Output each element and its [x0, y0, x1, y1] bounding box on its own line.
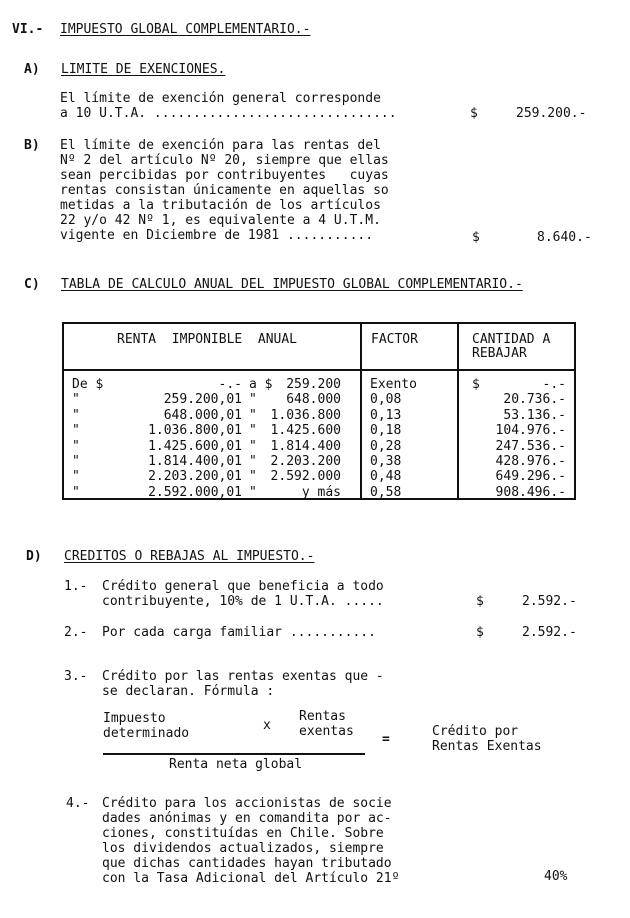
header-cantidad-1: CANTIDAD A — [472, 332, 551, 347]
b-amount: 8.640.- — [537, 230, 592, 245]
row-to: 2.592.000 — [270, 469, 341, 485]
row-prefix: De $ — [72, 377, 104, 392]
d-item-4-line: Crédito para los accionistas de socie — [102, 796, 392, 811]
row-to: 1.814.400 — [270, 438, 341, 454]
b-line: sean percibidas por contribuyentes cuyas — [60, 168, 389, 183]
row-to: 259.200 — [286, 377, 341, 392]
d-item-1-number: 1.- — [64, 579, 88, 594]
formula-num-left-1: Impuesto — [103, 711, 166, 726]
row-from: 2.203.200,01 — [148, 469, 242, 485]
b-line: rentas consistan únicamente en aquellas so — [60, 183, 389, 198]
row-cantidad: 649.296.- — [495, 469, 566, 485]
row-prefix: " — [72, 484, 80, 500]
row-prefix: " — [72, 454, 80, 469]
row-cantidad: 53.136.- — [503, 407, 566, 423]
row-prefix: " — [72, 469, 80, 485]
row-cantidad: 20.736.- — [503, 392, 566, 408]
table-row — [64, 408, 574, 423]
c-title: TABLA DE CALCULO ANUAL DEL IMPUESTO GLOBAL COMPLEMENTARIO.- — [61, 277, 523, 292]
formula-equals: = — [382, 732, 390, 747]
d-item-2-amount: 2.592.- — [522, 625, 577, 640]
section-title: IMPUESTO GLOBAL COMPLEMENTARIO.- — [60, 22, 311, 37]
d-item-2-currency: $ — [476, 625, 484, 640]
d-label: D) — [26, 549, 42, 564]
a-currency: $ — [470, 106, 478, 121]
formula-result-1: Crédito por — [432, 724, 519, 739]
row-currency: $ — [472, 377, 480, 392]
d-item-4-line: ciones, constituídas en Chile. Sobre — [102, 826, 384, 841]
d-item-4-line: los dividendos actualizados, siempre — [102, 841, 384, 856]
formula-num-right-2: exentas — [299, 724, 354, 739]
row-a-mark: " — [249, 407, 257, 423]
b-line: El límite de exención para las rentas del — [60, 138, 381, 153]
d-item-3-line: se declaran. Fórmula : — [102, 684, 275, 699]
row-factor: 0,08 — [370, 392, 402, 408]
d-item-1-amount: 2.592.- — [522, 594, 577, 609]
d-item-1-line: Crédito general que beneficia a todo — [102, 579, 384, 594]
row-a-mark: a $ — [249, 377, 273, 392]
d-item-4-line: dades anónimas y en comandita por ac- — [102, 811, 392, 826]
table-row — [64, 439, 574, 454]
table-row — [64, 377, 574, 392]
d-item-1-currency: $ — [476, 594, 484, 609]
a-label: A) — [24, 62, 40, 77]
row-a-mark: " — [249, 484, 257, 500]
section-number: VI.- — [12, 22, 44, 37]
row-prefix: " — [72, 392, 80, 408]
a-line-2: a 10 U.T.A. ............................... — [60, 106, 397, 121]
formula-times: x — [263, 718, 271, 733]
table-row — [64, 454, 574, 469]
formula-num-left-2: determinado — [103, 726, 190, 741]
row-from: -.- — [218, 377, 242, 392]
d-item-2-number: 2.- — [64, 625, 88, 640]
row-from: 2.592.000,01 — [148, 484, 242, 500]
b-line: vigente en Diciembre de 1981 ........... — [60, 228, 374, 243]
row-from: 259.200,01 — [163, 392, 242, 408]
header-cantidad-2: REBAJAR — [472, 346, 527, 361]
formula-result-2: Rentas Exentas — [432, 739, 542, 754]
d-title: CREDITOS O REBAJAS AL IMPUESTO.- — [64, 549, 315, 564]
header-factor: FACTOR — [371, 332, 418, 347]
row-to: 2.203.200 — [270, 454, 341, 469]
row-factor: 0,13 — [370, 407, 402, 423]
row-factor: 0,18 — [370, 423, 402, 439]
d-item-3-number: 3.- — [64, 669, 88, 684]
table-row — [64, 485, 574, 500]
row-cantidad: 104.976.- — [495, 423, 566, 439]
row-prefix: " — [72, 423, 80, 439]
table-row — [64, 423, 574, 438]
fraction-line — [103, 753, 365, 755]
table-row — [64, 469, 574, 484]
row-from: 1.425.600,01 — [148, 438, 242, 454]
row-factor: 0,58 — [370, 484, 402, 500]
b-line: metidas a la tributación de los artículos — [60, 198, 381, 213]
d-item-4-line: que dichas cantidades hayan tributado — [102, 856, 392, 871]
formula-denominator: Renta neta global — [169, 757, 303, 772]
b-line: 22 y/o 42 Nº 1, es equivalente a 4 U.T.M. — [60, 213, 381, 228]
a-line-1: El límite de exención general corresponde — [60, 91, 381, 106]
d-item-4-number: 4.- — [66, 796, 90, 811]
row-factor: 0,38 — [370, 454, 402, 469]
d-item-2-line: Por cada carga familiar ........... — [102, 625, 376, 640]
row-cantidad: 908.496.- — [495, 484, 566, 500]
b-line: Nº 2 del artículo Nº 20, siempre que ellas — [60, 153, 389, 168]
row-to: y más — [301, 484, 341, 500]
header-renta: RENTA IMPONIBLE ANUAL — [117, 332, 298, 347]
row-a-mark: " — [249, 423, 257, 439]
row-a-mark: " — [249, 469, 257, 485]
d-item-1-line: contribuyente, 10% de 1 U.T.A. ..... — [102, 594, 384, 609]
row-a-mark: " — [249, 454, 257, 469]
a-amount: 259.200.- — [516, 106, 587, 121]
row-to: 1.425.600 — [270, 423, 341, 439]
d-item-4-amount: 40% — [544, 869, 568, 884]
row-a-mark: " — [249, 392, 257, 408]
row-to: 1.036.800 — [270, 407, 341, 423]
row-cantidad: 247.536.- — [495, 438, 566, 454]
row-from: 1.036.800,01 — [148, 423, 242, 439]
b-currency: $ — [472, 230, 480, 245]
row-factor: 0,28 — [370, 438, 402, 454]
row-factor: Exento — [370, 377, 417, 392]
row-cantidad: 428.976.- — [495, 454, 566, 469]
row-cantidad: -.- — [542, 377, 566, 392]
c-label: C) — [24, 277, 40, 292]
row-to: 648.000 — [286, 392, 341, 408]
formula-num-right-1: Rentas — [299, 709, 346, 724]
table-row — [64, 392, 574, 407]
row-from: 1.814.400,01 — [148, 454, 242, 469]
d-item-4-line: con la Tasa Adicional del Artículo 21º — [102, 871, 400, 886]
table-header-divider — [62, 369, 576, 371]
row-from: 648.000,01 — [163, 407, 242, 423]
row-factor: 0,48 — [370, 469, 402, 485]
row-prefix: " — [72, 438, 80, 454]
b-label: B) — [24, 138, 40, 153]
row-prefix: " — [72, 407, 80, 423]
row-a-mark: " — [249, 438, 257, 454]
d-item-3-line: Crédito por las rentas exentas que - — [102, 669, 384, 684]
a-title: LIMITE DE EXENCIONES. — [61, 62, 226, 77]
